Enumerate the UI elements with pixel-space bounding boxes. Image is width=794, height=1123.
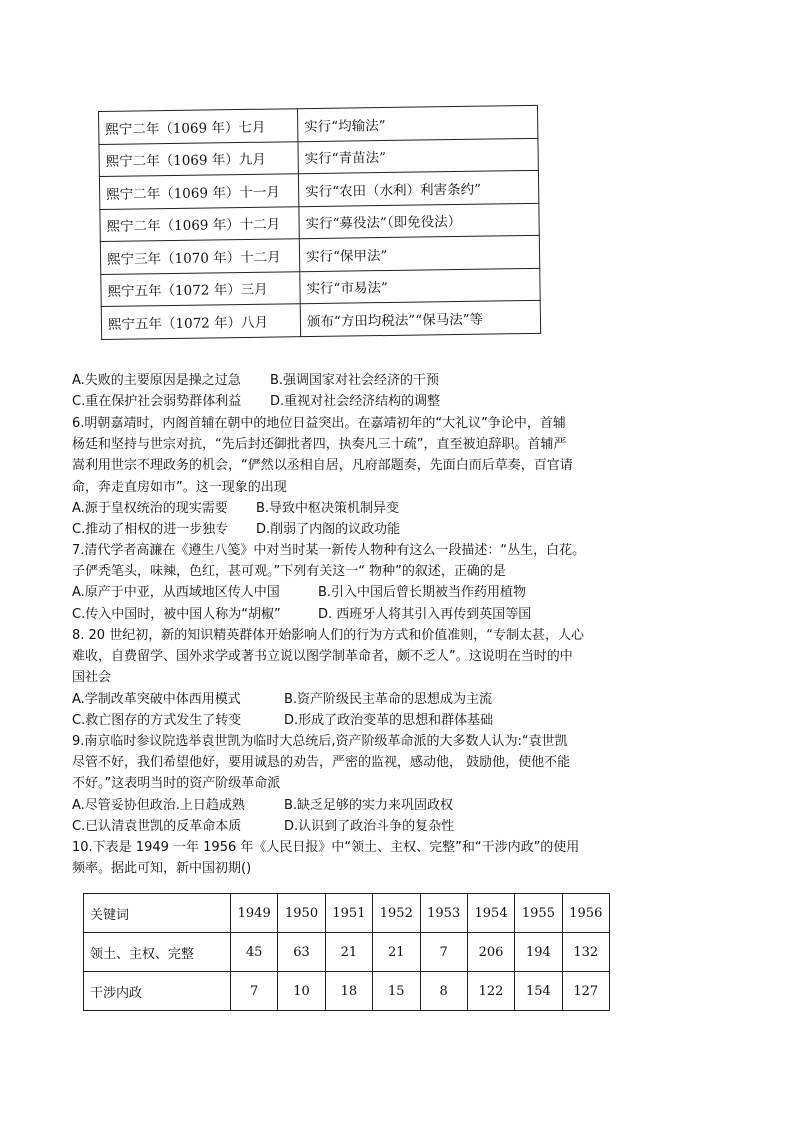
question-text: 命，奔走直房如市”。这一现象的出现 [72, 479, 287, 495]
year-cell: 1955 [515, 894, 562, 933]
question-10 [72, 837, 632, 879]
value-cell: 7 [420, 933, 467, 972]
option-d: D. 西班牙人将其引入再传到英国等国 [318, 606, 532, 622]
option-c: C.重在保护社会弱势群体利益 [72, 394, 242, 410]
time-cell: 熙宁二年（1069 年）十一月 [99, 174, 298, 209]
option-b: B.缺乏足够的实力来巩固政权 [284, 797, 454, 813]
question-7 [72, 540, 632, 625]
keyword-frequency-table [83, 893, 610, 1011]
option-d: D.形成了政治变革的思想和群体基础 [284, 712, 494, 728]
time-cell: 熙宁五年（1072 年）八月 [101, 304, 300, 339]
table-row [101, 300, 540, 339]
event-cell: 实行“青苗法” [298, 138, 538, 174]
year-cell: 1956 [562, 894, 609, 933]
time-cell: 熙宁二年（1069 年）七月 [99, 109, 298, 144]
keyword-cell: 领土、主权、完整 [84, 933, 231, 972]
question-text: 不好。”这表明当时的资产阶级革命派 [72, 776, 281, 792]
option-b: B.强调国家对社会经济的干预 [270, 373, 440, 388]
question-text: 10.下表是 1949 一年 1956 年《人民日报》中“领土、主权、完整”和“干涉内政”的使用 [72, 840, 580, 855]
question-text: 6.明朝嘉靖时，内阁首辅在朝中的地位日益突出。在嘉靖初年的“大礼议”争论中，首辅 [72, 416, 566, 431]
option-c: C.传入中国时，被中国人称为“胡椒” [72, 606, 281, 622]
value-cell: 206 [467, 933, 514, 972]
option-a: A.源于皇权统治的现实需要 [72, 500, 228, 516]
option-c: C.救亡图存的方式发生了转变 [72, 712, 242, 728]
value-cell: 21 [373, 933, 420, 972]
time-cell: 熙宁二年（1069 年）九月 [99, 141, 298, 176]
question-6 [72, 413, 632, 540]
question-text: 子俨秃笔头，味辣，色红，甚可观。”下列有关这一“ 物种”的叙述，正确的是 [72, 564, 506, 580]
value-cell: 122 [467, 972, 514, 1011]
question-text: 嵩利用世宗不理政务的机会，“俨然以丞相自居，凡府部题奏，先面白而后草奏，百官请 [72, 458, 573, 474]
option-b: B.导致中枢决策机制异变 [256, 500, 400, 516]
table-row [84, 972, 610, 1011]
option-d: D.认识到了政治斗争的复杂性 [284, 818, 455, 834]
question-text: 9.南京临时参议院选举袁世凯为临时大总统后,资产阶级革命派的大多数人认为:“袁世凯 [72, 734, 568, 749]
event-cell: 实行“募役法”（即免役法） [299, 203, 539, 239]
value-cell: 15 [373, 972, 420, 1011]
table-header-row [84, 894, 610, 933]
time-cell: 熙宁五年（1072 年）三月 [101, 271, 300, 306]
question-5-options [72, 370, 632, 412]
value-cell: 154 [515, 972, 562, 1011]
question-text: 8. 20 世纪初，新的知识精英群体开始影响人们的行为方式和价值准则，“专制太甚，人心 [72, 628, 584, 643]
year-cell: 1951 [325, 894, 372, 933]
year-cell: 1952 [373, 894, 420, 933]
value-cell: 194 [515, 933, 562, 972]
year-cell: 1953 [420, 894, 467, 933]
value-cell: 7 [231, 972, 278, 1011]
year-cell: 1949 [231, 894, 278, 933]
question-text: 7.清代学者高濂在《遵生八笺》中对当时某一新传人物种有这么一段描述：“丛生，白花。 [72, 543, 586, 558]
keyword-cell: 干涉内政 [84, 972, 231, 1011]
question-text: 杨廷和坚持与世宗对抗，“先后封还御批者四，执奏凡三十疏”，直至被迫辞职。首辅严 [72, 437, 567, 453]
option-a: A.学制改革突破中体西用模式 [72, 691, 241, 707]
value-cell: 127 [562, 972, 609, 1011]
option-d: D.重视对社会经济结构的调整 [270, 394, 441, 410]
event-cell: 实行“保甲法” [299, 235, 539, 271]
value-cell: 63 [278, 933, 325, 972]
event-cell: 实行“均输法” [297, 105, 537, 141]
question-text: 国社会 [72, 670, 112, 686]
header-cell: 关键词 [84, 894, 231, 933]
value-cell: 132 [562, 933, 609, 972]
value-cell: 21 [325, 933, 372, 972]
question-8 [72, 625, 632, 731]
event-cell: 颁布“方田均税法”“保马法”等 [300, 300, 540, 336]
year-cell: 1954 [467, 894, 514, 933]
option-c: C.推动了相权的进一步独专 [72, 521, 229, 537]
event-cell: 实行“农田（水利）利害条约” [298, 170, 538, 206]
question-9 [72, 731, 632, 837]
year-cell: 1950 [278, 894, 325, 933]
option-d: D.削弱了内阁的议政功能 [256, 521, 401, 537]
time-cell: 熙宁二年（1069 年）十二月 [100, 206, 299, 241]
value-cell: 10 [278, 972, 325, 1011]
table-row [84, 933, 610, 972]
event-cell: 实行“市易法” [300, 268, 540, 304]
time-cell: 熙宁三年（1070 年）十二月 [100, 239, 299, 274]
option-b: B.引入中国后曾长期被当作药用植物 [318, 585, 527, 601]
value-cell: 8 [420, 972, 467, 1011]
question-text: 频率。据此可知，新中国初期() [72, 861, 252, 877]
question-text: 尽管不好，我们希望他好，要用诚恳的劝告，严密的监视，感动他， 鼓励他，使他不能 [72, 755, 571, 771]
option-a: A.尽管妥协但政治.上日趋成熟 [72, 797, 245, 813]
question-text: 难收，自费留学、国外求学或著书立说以图学制革命者，颇不乏人”。这说明在当时的中 [72, 649, 573, 665]
option-b: B.资产阶级民主革命的思想成为主流 [284, 691, 493, 707]
option-c: C.已认清袁世凯的反革命本质 [72, 818, 242, 834]
option-a: A.原产于中亚，从西域地区传人中国 [72, 585, 280, 601]
value-cell: 45 [231, 933, 278, 972]
reform-timeline-table [98, 105, 541, 340]
option-a: A.失败的主要原因是操之过急 [72, 373, 241, 388]
value-cell: 18 [325, 972, 372, 1011]
